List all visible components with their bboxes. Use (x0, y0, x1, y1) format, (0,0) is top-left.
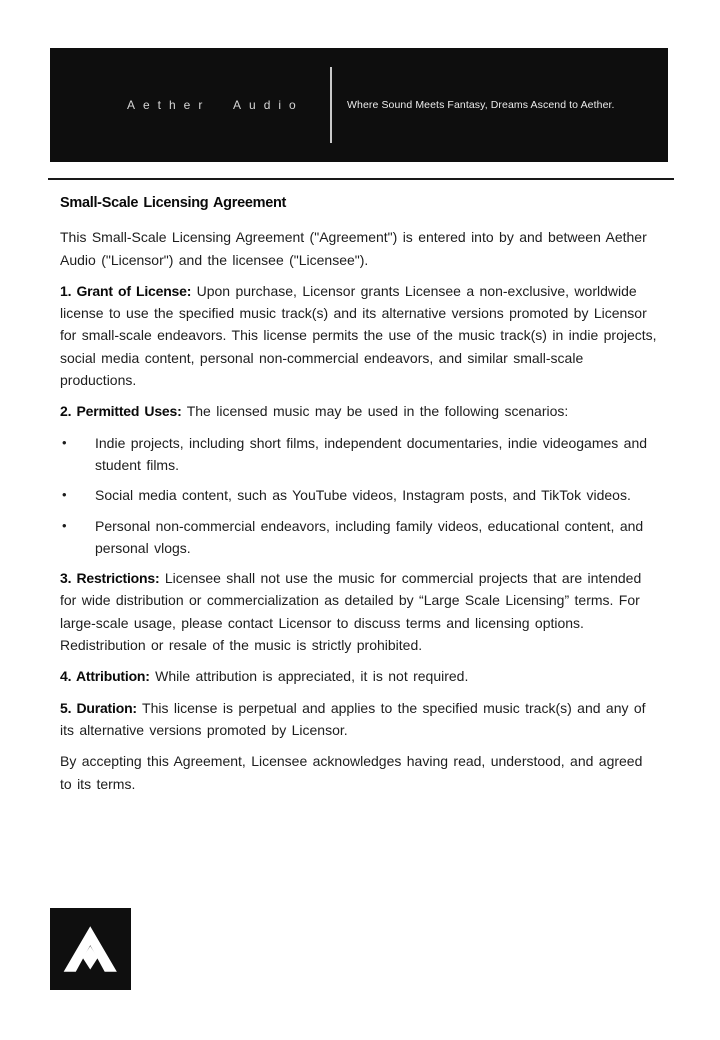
mountain-a-icon (53, 911, 129, 987)
list-item: • Indie projects, including short films, independent documentaries, indie videogames and student films. (60, 432, 658, 477)
permitted-uses-list (60, 432, 658, 559)
section-restrictions (60, 567, 658, 656)
section-text: While attribution is appreciated, it is not required. (155, 668, 469, 685)
section-grant-of-license (60, 280, 658, 391)
page-title: Small-Scale Licensing Agreement (60, 195, 287, 211)
section-permitted-uses (60, 400, 658, 422)
section-text: Licensee shall not use the music for commercial projects that are intended for wide distribution or commercialization as detailed by “Large Scale Licensing” terms. For large-scale usage, please contact Licensor to discuss terms and licensing options. Redistribution or resale of the music is strictly prohibited. (60, 570, 642, 654)
list-item: • Social media content, such as YouTube videos, Instagram posts, and TikTok videos. (60, 484, 658, 506)
section-label: 4. Attribution: (60, 668, 150, 685)
section-label: 3. Restrictions: (60, 570, 160, 587)
intro-paragraph: This Small-Scale Licensing Agreement ("Agreement") is entered into by and between Aether Audio ("Licensor") and the licensee ("Licensee"). (60, 229, 647, 268)
brand-banner (50, 48, 668, 162)
section-text: Upon purchase, Licensor grants Licensee a non-exclusive, worldwide license to use the specified music track(s) and its alternative versions promoted by Licensor for small-scale endeavors. This license permits the use of the music track(s) in indie projects, social media content, personal non-commercial endeavors, and similar small-scale productions. (60, 282, 657, 389)
section-label: 5. Duration: (60, 699, 137, 716)
section-text: This license is perpetual and applies to the specified music track(s) and any of its alternative versions promoted by Licensor. (60, 699, 646, 738)
section-label: 1. Grant of License: (60, 282, 192, 299)
closing-paragraph: By accepting this Agreement, Licensee acknowledges having read, understood, and agreed to its terms. (60, 753, 643, 792)
list-item: • Personal non-commercial endeavors, including family videos, educational content, and personal vlogs. (60, 515, 658, 560)
agreement-body (60, 192, 658, 804)
banner-divider (330, 67, 332, 143)
section-duration (60, 697, 658, 742)
header-rule (48, 178, 674, 180)
brand-tagline: Where Sound Meets Fantasy, Dreams Ascend to Aether. (347, 99, 615, 111)
section-attribution (60, 665, 658, 687)
section-label: 2. Permitted Uses: (60, 403, 182, 420)
brand-wordmark: Aether Audio (127, 98, 304, 112)
section-text: The licensed music may be used in the following scenarios: (186, 403, 569, 420)
aether-logo (50, 908, 131, 990)
